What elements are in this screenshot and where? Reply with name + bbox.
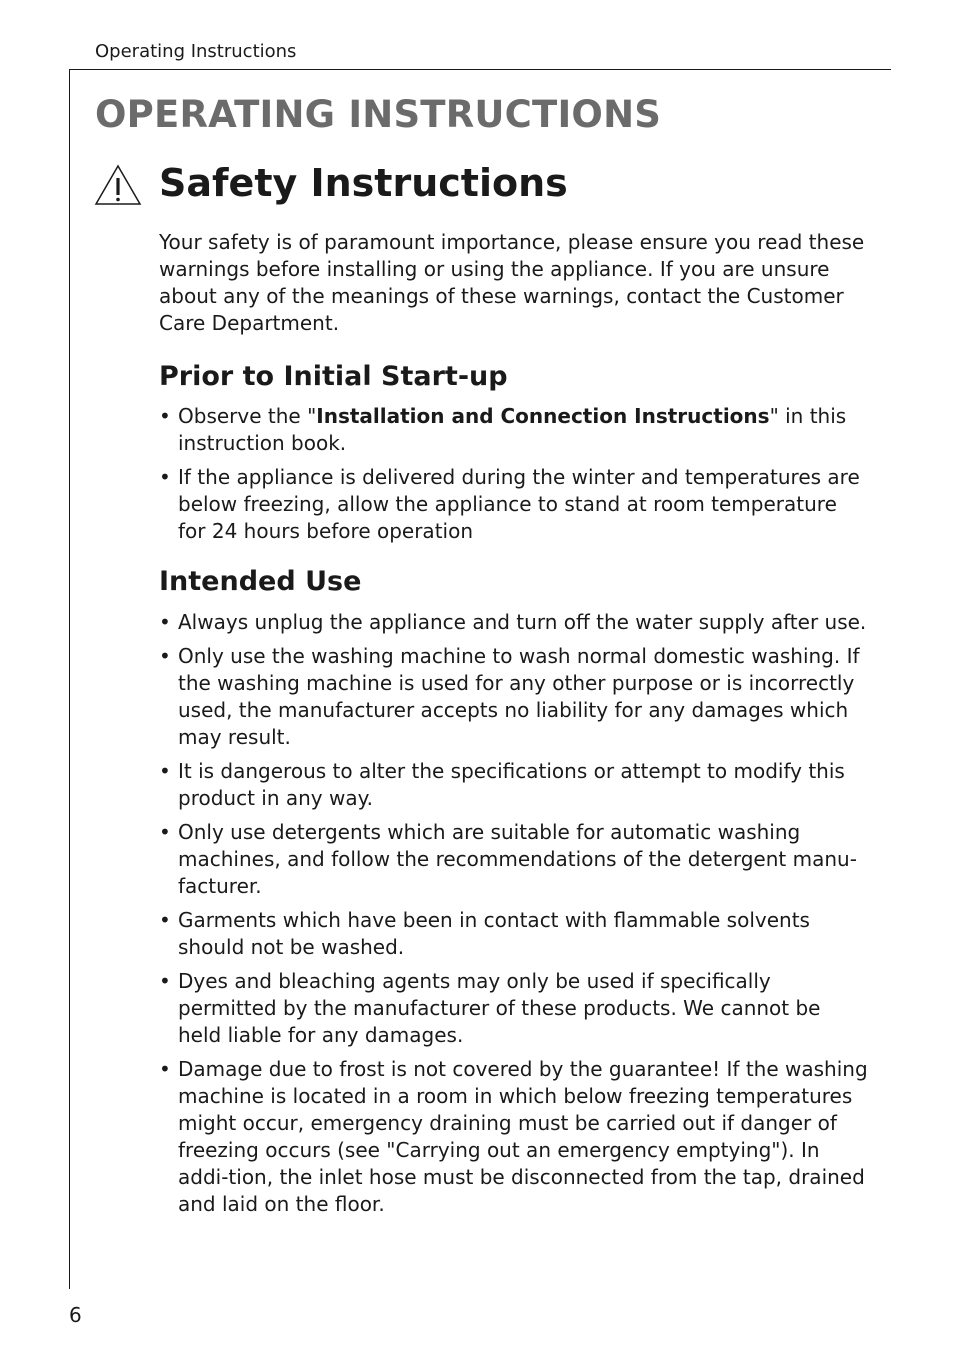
margin-rule	[69, 69, 70, 1289]
list-item	[159, 907, 869, 961]
content-body	[159, 229, 869, 1225]
list-item-text: If the appliance is delivered during the winter and temperatures are below freezing, allow the appliance to stand at room temperature for 24 hours before operation	[178, 465, 860, 543]
list-item-bold-text: Installation and Connection Instructions	[316, 404, 770, 428]
list-item	[159, 1056, 869, 1218]
prior-start-up-heading: Prior to Initial Start-up	[159, 361, 508, 392]
bullet-dot: •	[159, 610, 171, 634]
warning-triangle-icon	[94, 164, 142, 206]
list-item-text: Always unplug the appliance and turn off the water supply after use.	[178, 610, 867, 634]
bullet-dot: •	[159, 465, 171, 489]
bullet-dot: •	[159, 404, 171, 428]
list-item	[159, 643, 869, 751]
page-number: 6	[69, 1303, 82, 1327]
prior-start-up-list	[159, 403, 869, 545]
list-item	[159, 758, 869, 812]
bullet-dot: •	[159, 1057, 171, 1081]
list-item	[159, 968, 869, 1049]
list-item-text: Dyes and bleaching agents may only be used if specifically permitted by the manufacturer of these products. We cannot be held liable for any damages.	[178, 969, 821, 1047]
bullet-dot: •	[159, 759, 171, 783]
main-title: OPERATING INSTRUCTIONS	[95, 93, 662, 136]
list-item	[159, 819, 869, 900]
bullet-dot: •	[159, 969, 171, 993]
section-title: Safety Instructions	[159, 161, 568, 205]
list-item-text-after: " in this instruction book.	[178, 404, 847, 455]
list-item-text: Only use the washing machine to wash normal domestic washing. If the washing machine is used for any other purpose or is incorrectly used, the manufacturer accepts no liability for any damages which may result.	[178, 644, 860, 749]
header-rule	[69, 69, 891, 70]
list-item	[159, 609, 869, 636]
intended-use-list	[159, 609, 869, 1218]
list-item	[159, 464, 869, 545]
bullet-dot: •	[159, 644, 171, 668]
list-item-text: Garments which have been in contact with flammable solvents should not be washed.	[178, 908, 810, 959]
list-item-text: Only use detergents which are suitable for automatic washing machines, and follow the recommendations of the detergent manu-facturer.	[178, 820, 857, 898]
list-item-text: It is dangerous to alter the specifications or attempt to modify this product in any way.	[178, 759, 845, 810]
list-item-text-before: Observe the "	[178, 404, 317, 428]
list-item	[159, 403, 869, 457]
list-item-text: Damage due to frost is not covered by the guarantee! If the washing machine is located in a room in which below freezing temperatures might occur, emergency draining must be carried out if danger of freezing occurs (see "Carrying out an emergency emptying"). In addi-tion, the inlet hose must be disconnected from the tap, drained and laid on the floor.	[178, 1057, 868, 1216]
running-header: Operating Instructions	[95, 41, 297, 62]
intro-paragraph: Your safety is of paramount importance, please ensure you read these warnings before installing or using the appliance. If you are unsure about any of the meanings of these warnings, contact the Customer Care Department.	[159, 230, 865, 335]
bullet-dot: •	[159, 820, 171, 844]
intended-use-heading: Intended Use	[159, 566, 362, 597]
bullet-dot: •	[159, 908, 171, 932]
